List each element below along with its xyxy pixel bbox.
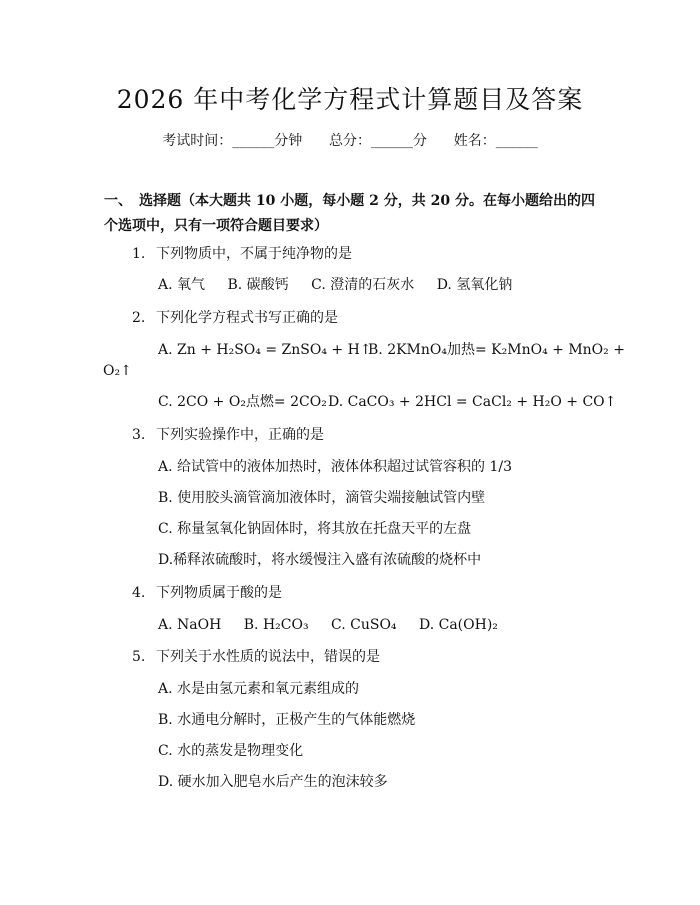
option-d: D. Ca(OH)₂ <box>419 617 498 633</box>
question-2-option-b-cont: O₂↑ <box>103 363 132 379</box>
question-stem: 下列关于水性质的说法中，错误的是 <box>156 649 380 665</box>
option-b: B. H₂CO₃ <box>243 617 309 633</box>
question-number: 3. <box>132 427 146 443</box>
question-5-option-a: A. 水是由氢元素和氧元素组成的 <box>158 681 360 697</box>
time-blank: ______ <box>232 133 275 149</box>
question-2-option-c: C. 2CO + O₂点燃= 2CO₂ <box>158 394 327 410</box>
question-4 <box>132 584 282 602</box>
question-stem: 下列物质属于酸的是 <box>156 585 282 601</box>
name-blank: ______ <box>495 133 538 149</box>
question-number: 5. <box>132 649 146 665</box>
option-c: C. 澄清的石灰水 <box>311 277 415 293</box>
option-a: A. NaOH <box>158 617 222 633</box>
question-stem: 下列化学方程式书写正确的是 <box>156 310 338 326</box>
question-1-options <box>158 276 512 294</box>
option-b: B. 碳酸钙 <box>227 277 289 293</box>
section-heading: 一、 选择题（本大题共 10 小题，每小题 2 分，共 20 分。在每小题给出的四个选项中，只有一项符合题目要求） <box>104 193 595 234</box>
option-a: A. 氧气 <box>158 277 206 293</box>
question-5-option-c: C. 水的蒸发是物理变化 <box>158 743 304 759</box>
question-number: 2. <box>132 310 146 326</box>
question-2 <box>132 309 338 327</box>
question-2-option-b: B. 2KMnO₄加热= K₂MnO₄ + MnO₂ + <box>368 342 625 358</box>
question-2-option-d: D. CaCO₃ + 2HCl = CaCl₂ + H₂O + CO↑ <box>328 394 617 410</box>
question-3-option-b: B. 使用胶头滴管滴加液体时，滴管尖端接触试管内壁 <box>158 490 486 506</box>
score-blank: ______ <box>371 133 413 149</box>
question-2-option-a: A. Zn + H₂SO₄ = ZnSO₄ + H↑ <box>158 342 372 358</box>
name-label: 姓名： <box>453 133 496 149</box>
question-number: 4. <box>132 585 146 601</box>
page-title: 2026 年中考化学方程式计算题目及答案 <box>116 85 584 114</box>
question-3-option-c: C. 称量氢氧化钠固体时，将其放在托盘天平的左盘 <box>158 521 472 537</box>
question-4-options <box>158 616 498 634</box>
question-stem: 下列实验操作中，正确的是 <box>156 427 324 443</box>
time-label: 考试时间： <box>162 133 233 149</box>
question-5 <box>132 648 380 666</box>
question-stem: 下列物质中，不属于纯净物的是 <box>156 246 352 262</box>
question-5-option-d: D. 硬水加入肥皂水后产生的泡沫较多 <box>158 774 388 790</box>
question-3-option-a: A. 给试管中的液体加热时，液体体积超过试管容积的 1/3 <box>158 459 512 475</box>
score-label: 总分： <box>329 133 371 149</box>
score-unit: 分 <box>413 133 427 149</box>
question-3-option-d: D.稀释浓硫酸时，将水缓慢注入盛有浓硫酸的烧杯中 <box>158 552 482 568</box>
exam-info <box>0 130 700 150</box>
question-5-option-b: B. 水通电分解时，正极产生的气体能燃烧 <box>158 712 416 728</box>
question-number: 1. <box>132 246 146 262</box>
time-unit: 分钟 <box>274 133 303 149</box>
option-c: C. CuSO₄ <box>331 617 397 633</box>
option-d: D. 氢氧化钠 <box>436 277 513 293</box>
question-1 <box>132 245 352 263</box>
question-3 <box>132 426 324 444</box>
